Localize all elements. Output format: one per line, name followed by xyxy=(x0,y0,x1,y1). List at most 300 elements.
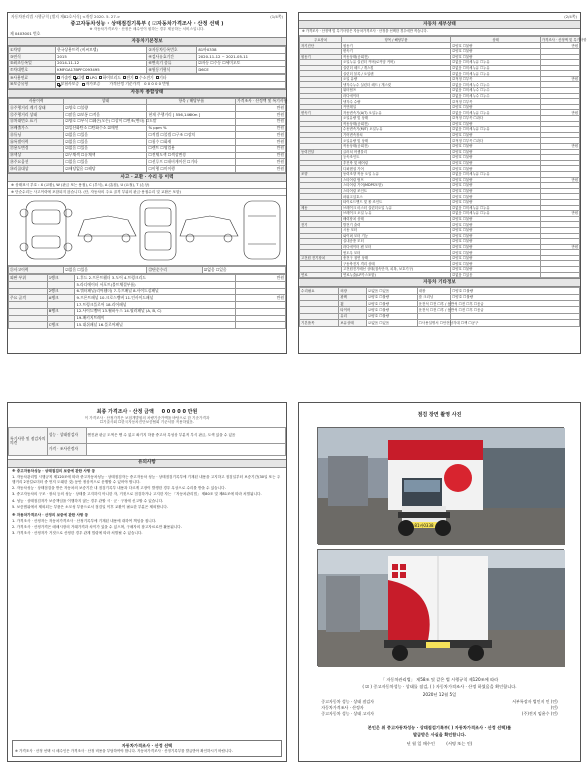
detail-part: 작동상태(공회전) xyxy=(342,121,451,127)
checkbox-icon[interactable] xyxy=(86,76,89,79)
detail-part: 배력장치 상태 xyxy=(342,216,451,222)
price-value: 0 0 0 0 0 만원 xyxy=(144,81,170,87)
checkbox-icon[interactable] xyxy=(99,76,102,79)
basic-info-label: ⑤최초등록일 xyxy=(9,60,56,67)
detail-device: 원동기 xyxy=(300,54,342,60)
checkbox-icon[interactable] xyxy=(123,76,126,79)
detail-part: 브레이크 오일 누유 xyxy=(342,211,451,217)
accident-legend-2: ※ 단순수리는 사고이력에 포함되지 않습니다. (단, 자동차의 주요 골격 부위의 판금·용접수리 및 교환은 포함) xyxy=(8,189,286,196)
panel-group: 주요 골격 xyxy=(9,295,48,302)
other-info-cell: ☐양호 ☐불량 xyxy=(451,288,580,294)
panel-price: 만원 xyxy=(236,275,286,282)
detail-state: ☑양호 ☐불량 xyxy=(451,166,541,172)
history-row xyxy=(9,267,286,274)
basic-info-value: 2014-11-12 xyxy=(56,60,147,67)
accident-legend: ※ 상태표시 부호 : X (교환), W (판금 또는 용접), C (부식), A (흠집), U (요철), T (손상) xyxy=(8,182,286,189)
fuel-options xyxy=(56,75,286,82)
notice-para: 1. 자동차관리법 시행규칙 제120조에 따라 중고자동차성능 · 상태점검자는 중고자동차 성능 · 상태점검기록부에 기재된 내용을 고지하고 점검일부터 보증기간(30일 또는 주행거리 2천킬로미터 중 먼저 도래한 것) 동안 정상적으로 운행할 수 있어야 합니다. xyxy=(12,474,281,484)
status-row xyxy=(9,105,286,112)
fuel-option: 전기 xyxy=(126,74,134,80)
panel-parts: 6.쿼터패널(리어휀더) 7.루프패널 8.사이드실패널 xyxy=(75,288,236,295)
detail-part: 자동변속기(A/T) 오일누유 xyxy=(342,110,451,116)
panel-rank xyxy=(47,315,75,322)
detail-part: 기어변속장치 xyxy=(342,132,451,138)
panel-group xyxy=(9,281,48,288)
basic-info-row xyxy=(9,47,286,54)
column-header: 상태 xyxy=(64,98,147,105)
column-header: 항목 / 해당부품 xyxy=(342,37,451,43)
basic-info-value: 한국상용트럭 (비씨모델) xyxy=(56,47,147,54)
detail-state: ☑없음 ☐있음 xyxy=(451,272,541,278)
signer-role: 자동차가격조사 · 산정자 xyxy=(321,704,364,710)
detail-part: 연료누출(LP가스포함) xyxy=(342,272,451,278)
price-notice-heading: ※ 자동차가격조사 · 산정의 보증에 관한 사항 등 xyxy=(12,512,89,517)
detail-state: ☑양호 ☐불량 xyxy=(451,227,541,233)
detail-state: ☑양호 ☐불량 xyxy=(451,239,541,245)
detail-state: ☑없음 ☐미세누유 ☐누유 xyxy=(451,205,541,211)
detail-device: 전기 xyxy=(300,222,342,228)
history-label: ㉒단순수리 xyxy=(147,267,202,274)
detail-device: 연료 xyxy=(300,272,342,278)
detail-state: ☑없음 ☐미세누유 ☐누유 xyxy=(451,211,541,217)
detail-price: 만원 xyxy=(540,244,579,250)
other-info-cell: 룸 크리닝 xyxy=(417,294,451,300)
detail-device: 변속기 xyxy=(300,110,342,116)
panel-group xyxy=(9,315,48,322)
status-row xyxy=(9,118,286,125)
panel-parts: 12.사이드멤버 13.휠하우스 14.필러패널 (A, B, C) xyxy=(75,308,236,315)
warranty-option: 자가보증 xyxy=(85,81,101,87)
pricing-note-2: ☐기술사회 ☐한국자동차진단보증협회 기준서를 적용하였음. xyxy=(99,420,195,425)
detail-part: 추진축 및 베어링 xyxy=(342,160,451,166)
status-detail xyxy=(147,105,236,112)
status-item: ⑫주행거리 상태 xyxy=(9,112,64,119)
panel-group xyxy=(9,308,48,315)
other-info-cell: 외장 xyxy=(339,288,367,294)
detail-part: 오일유량 및 상태 xyxy=(342,116,451,122)
truck-rear-image-icon xyxy=(318,550,565,667)
basic-info-value: 81바0338 xyxy=(197,47,286,54)
checkbox-icon[interactable] xyxy=(156,76,159,79)
detail-part: 와이퍼 모터 기능 xyxy=(342,233,451,239)
status-detail: ☐이행 ☐미이행 xyxy=(147,166,236,173)
detail-state: ☑양호 ☐불량 xyxy=(451,255,541,261)
detail-state: ☑양호 ☐불량 xyxy=(451,104,541,110)
pricing-note: 이 가격조사 · 산정가격은 보험개발원의 차량기준가액을 바탕으로 한 기준가격과 xyxy=(84,416,210,420)
panel-parts: 19.패키지트레이 xyxy=(75,315,236,322)
detail-status-table xyxy=(299,36,587,278)
status-item: ⑲주요옵션 xyxy=(9,159,64,166)
detail-state: ☑양호 ☐불량 xyxy=(451,177,541,183)
status-item: ⑪주행거리 계기 상태 xyxy=(9,105,64,112)
fuel-option: 하이브리드 xyxy=(102,74,121,80)
detail-part: 오일유량 및 상태 xyxy=(342,138,451,144)
basic-info-table xyxy=(8,46,286,74)
detail-part: 작동상태(공회전) xyxy=(342,54,451,60)
basic-info-row xyxy=(9,60,286,67)
section-overall-status: 자동차 종합상태 xyxy=(8,89,286,98)
panel-rank xyxy=(47,302,75,309)
signer-name: (주)전지 임윤수 (인) xyxy=(521,711,558,717)
panel-rank: B랭크 xyxy=(47,308,75,315)
section-detail-status: 자동차 세부상태 xyxy=(299,20,580,29)
detail-state: ☑양호 ☐불량 xyxy=(451,43,541,49)
basic-info-label: ②자동차등록번호 xyxy=(147,47,197,54)
status-item: ⑯특별이력 xyxy=(9,139,64,146)
basic-info-label: ③연식 xyxy=(9,53,56,60)
status-item: ⑱색상 xyxy=(9,152,64,159)
fuel-option: LPG xyxy=(89,74,98,80)
detail-part: 클러치 어셈블리 xyxy=(342,149,451,155)
detail-part: 디퍼렌셜 기어 xyxy=(342,166,451,172)
panel-price xyxy=(236,302,286,309)
checklist-page-1 xyxy=(7,12,287,354)
detail-part: 오일 유량 xyxy=(342,76,451,82)
section-other-info: 자동차 기타정보 xyxy=(299,278,580,287)
status-item: ⑮튜닝 xyxy=(9,132,64,139)
fuel-table xyxy=(8,74,286,88)
detail-state: ☑양호 ☐불량 xyxy=(451,250,541,256)
other-info-cell: 타이어 xyxy=(339,307,367,313)
buyer-signature-field[interactable]: (서명 또는 인) xyxy=(446,740,473,746)
basic-info-value: ☑자동 ☐수동 ☐세미오토 xyxy=(197,60,286,67)
detail-state: ☑없음 ☐미세누수 ☐누수 xyxy=(451,82,541,88)
detail-price: 만원 xyxy=(540,110,579,116)
photo-section-title: 점검 장면 촬영 사진 xyxy=(417,412,462,418)
panel-parts: 17.트렁크플로어 18.리어패널 xyxy=(75,302,236,309)
car-damage-diagram xyxy=(8,196,286,266)
status-value: ☑해당없음 ☐해당 xyxy=(64,166,147,173)
signature-statement-2: ( ☑ ) 중고자동차성능 · 상태를 점검, ( ) 자동차가격조사 · 산정 하였음을 확인합니다. xyxy=(362,684,517,690)
signature-date: 2020년 12월 5일 xyxy=(422,692,457,698)
footer-box-title: 자동차가격조사 · 산정 선택 xyxy=(121,743,173,749)
other-info-row xyxy=(300,320,580,326)
detail-state: ☑양호 ☐불량 xyxy=(451,233,541,239)
detail-part: 브레이크 마스터 실린더오일 누유 xyxy=(342,205,451,211)
checkbox-icon[interactable] xyxy=(82,83,85,86)
panel-parts: 15.대쉬패널 16.플로어패널 xyxy=(75,322,236,329)
checklist-page-4 xyxy=(298,402,581,762)
status-price: 만원 xyxy=(236,132,286,139)
detail-part: 변속기 xyxy=(342,48,451,54)
page-subtitle: ※ 자동차가격조사 · 산정은 매수인이 원하는 경우 제공하는 서비스입니다. xyxy=(89,27,205,32)
column-header: 항목 / 해당부품 xyxy=(147,98,236,105)
panel-row xyxy=(9,302,286,309)
signature-section xyxy=(307,675,572,746)
status-row xyxy=(9,166,286,173)
panel-price: 만원 xyxy=(236,295,286,302)
basic-info-row xyxy=(9,67,286,74)
panel-row xyxy=(9,315,286,322)
panel-row xyxy=(9,281,286,288)
status-item: ⑳리콜대상 xyxy=(9,166,64,173)
status-price: 만원 xyxy=(236,166,286,173)
status-price: 만원 xyxy=(236,118,286,125)
detail-state: ☑양호 ☐불량 xyxy=(451,149,541,155)
signer-name: (인) xyxy=(550,704,558,710)
panel-group xyxy=(9,322,48,329)
detail-part: 파워고압호스 xyxy=(342,194,451,200)
other-info-cell: 기본품목 xyxy=(300,320,339,326)
other-info-cell: 광택 xyxy=(339,294,367,300)
detail-state: ☑양호 ☐불량 xyxy=(451,48,541,54)
detail-state: ☑양호 ☐불량 xyxy=(451,121,541,127)
notice-para: 4. 성능 · 상태점검자가 보증책임을 이행하지 않는 경우 관할 시 · 군 · 구청에 신고할 수 있습니다. xyxy=(12,498,164,503)
other-info-cell: 운전석 ☐전 ☐후 / 동반석 ☐전 ☐후 ☐응급 xyxy=(418,301,484,306)
detail-state: ☑없음 ☐미세누유 ☐누유 xyxy=(451,65,541,71)
panel-group xyxy=(9,302,48,309)
checklist-page-3 xyxy=(7,402,287,762)
detail-device: 제동 xyxy=(300,205,342,211)
panel-row xyxy=(9,308,286,315)
panel-rank: 2랭크 xyxy=(47,288,75,295)
panel-group xyxy=(9,288,48,295)
detail-state: ☑없음 ☐미세누수 ☐누수 xyxy=(451,88,541,94)
detail-price: 만원 xyxy=(540,211,579,217)
detail-device: 조향 xyxy=(300,171,342,177)
other-info-cell: ☐사용설명서 ☐안전삼각대 ☐잭 ☐공구 xyxy=(418,320,479,325)
section-accident-history: 사고 · 교환 · 수리 등 이력 xyxy=(8,173,286,182)
column-header: 가격조사 · 산정액 및 특기사항 xyxy=(237,98,288,104)
warranty-label: ⑩보증유형 xyxy=(9,81,56,88)
signer-row xyxy=(320,711,559,717)
detail-part: 스티어링 펌프 xyxy=(342,177,451,183)
footer-box-text: ※ 가격조사 · 산정 선택 시 매수인은 가격조사 · 산정 비용을 부담하여야 합니다. 자동차가격조사 · 산정기록부를 발급받아 확인하시기 바랍니다. xyxy=(15,749,233,754)
detail-part: 오일누유 실린더 커버(로커암 커버) xyxy=(342,60,451,66)
signer-role: 중고자동차 성능 · 상태 고지자 xyxy=(321,711,374,717)
final-price-title: 최종 가격조사 · 산정 금액 xyxy=(96,409,154,415)
detail-state: ☑양호 ☐불량 xyxy=(451,216,541,222)
section-basic-info: 자동차기본정보 xyxy=(8,37,286,46)
detail-part: 발전기 출력 xyxy=(342,222,451,228)
status-value: ☐많음 ☑보통 ☐적음 xyxy=(64,112,147,119)
status-value: ☑없음 ☐있음 xyxy=(64,132,147,139)
other-info-cell: 운전석 ☐전 ☐후 / 동반석 ☐전 ☐후 ☐응급 xyxy=(418,308,484,313)
status-value: ☐없음 ☐있음 xyxy=(64,159,147,166)
detail-state: ☑양호 ☐불량 xyxy=(451,222,541,228)
column-header: 가격조사 · 산정액 및 특기사항 xyxy=(541,37,587,42)
plate-text: 81바0338 xyxy=(414,523,434,528)
status-row xyxy=(9,159,286,166)
signature-statement-1: 「 자동차관리법」 제58조 및 같은 법 시행규칙 제120조에 따라 xyxy=(380,677,499,682)
detail-part: 라디에이터 xyxy=(342,93,451,99)
status-detail xyxy=(147,118,236,125)
checkbox-icon[interactable] xyxy=(57,76,60,79)
status-price: 만원 xyxy=(236,145,286,152)
basic-info-row xyxy=(9,53,286,60)
panel-price xyxy=(236,322,286,329)
detail-state: ☑양호 ☐불량 xyxy=(451,188,541,194)
panel-rank: A랭크 xyxy=(47,295,75,302)
detail-device: 고전원 전기장치 xyxy=(300,255,342,261)
column-header: 주요장치 xyxy=(300,37,342,43)
notice-para: 3. 중고자동차의 구조 · 장치 등의 성능 · 상태를 고지하지 아니한 자, 거짓으로 점검하거나 고지한 자는 「자동차관리법」 제80조 및 제81조에 따라 처벌됩니다. xyxy=(12,492,262,497)
panel-price xyxy=(236,281,286,288)
panel-parts: 1.후드 2.프론트휀더 3.도어 4.트렁크리드 xyxy=(75,275,236,282)
overall-status-table xyxy=(8,98,286,173)
status-row xyxy=(9,152,286,159)
appraiser-label: 가격 · 조사산정자 xyxy=(47,443,86,455)
detail-state: ☑없음 ☐미세누유 ☐누유 xyxy=(451,127,541,133)
status-detail: 현재 주행거리 [ 556,146Km ] xyxy=(147,112,236,119)
fuel-label: ⑨사용연료 xyxy=(9,75,56,82)
other-info-cell: ☑없음 ☐있음 xyxy=(367,288,417,294)
detail-part: 구동축전지 격리 상태 xyxy=(342,261,451,267)
notice-heading: ※ 중고자동차성능 · 상태점검의 보증에 관한 사항 등 xyxy=(12,468,96,473)
notice-para: 5. 보증범위에서 제외되는 부품은 소모성 부품으로서 점검일 이후 교환이 필요한 부분은 제외합니다. xyxy=(12,504,168,509)
truck-rear-photo xyxy=(317,549,564,666)
detail-part: 수동변속기(M/T) 오일누유 xyxy=(342,127,451,133)
detail-state: ☑없음 ☐미세누수 ☐누수 xyxy=(451,93,541,99)
detail-part: 등속조인트 xyxy=(342,155,451,161)
other-info-cell: ☑양호 ☐불량 xyxy=(367,307,417,313)
status-item: ⑰용도변경 xyxy=(9,145,64,152)
detail-state: ☑양호 ☐불량 xyxy=(451,244,541,250)
status-price: 만원 xyxy=(236,125,286,132)
status-detail: ☐침수 ☐화재 xyxy=(147,139,236,146)
detail-part: 커먼레일 xyxy=(342,104,451,110)
detail-price xyxy=(540,272,579,278)
section-notice: 유의사항 xyxy=(8,459,286,468)
column-header: 사용이력 xyxy=(9,98,64,105)
panel-rank: C랭크 xyxy=(47,322,75,329)
status-row xyxy=(9,139,286,146)
detail-state: ☑양호 ☐불량 xyxy=(451,261,541,267)
other-info-cell: 보유상태 xyxy=(339,320,367,326)
panel-parts: 5.라디에이터 서포트(볼트체결부품) xyxy=(75,281,236,288)
panel-row xyxy=(9,322,286,329)
page-number: (1/4쪽) xyxy=(270,14,283,19)
detail-price: 만원 xyxy=(540,144,579,150)
detail-state: ☑양호 ☐불량 xyxy=(451,144,541,150)
detail-state: ☑양호 ☐불량 xyxy=(451,183,541,189)
warranty-option: 보험사보증 xyxy=(60,81,80,87)
other-info-table xyxy=(299,287,580,326)
checklist-page-2 xyxy=(298,12,587,354)
document-number: 제 0403001 번호 xyxy=(10,31,41,37)
basic-info-label: ⑥변속기 종류 xyxy=(147,60,197,67)
status-price: 만원 xyxy=(236,105,286,112)
price-notice-para: 3. 가격조사 · 산정자가 거짓으로 산정한 경우 관계 법령에 따라 처벌될 수 있습니다. xyxy=(12,531,143,536)
signer-table xyxy=(320,699,559,718)
checkbox-icon[interactable] xyxy=(57,83,60,86)
basic-info-label: ④검사유효기간 xyxy=(147,53,197,60)
detail-part: 워터펌프 xyxy=(342,88,451,94)
other-info-cell: ☑양호 ☐불량 xyxy=(367,313,417,319)
status-price: 만원 xyxy=(236,112,286,119)
detail-part: 타이로드엔드 및 볼 조인트 xyxy=(342,199,451,205)
other-info-cell: ☑양호 ☐불량 xyxy=(367,301,417,307)
detail-part: 작동상태(공회전) xyxy=(342,144,451,150)
panel-row xyxy=(9,275,286,282)
detail-state: ☑양호 ☐불량 xyxy=(451,160,541,166)
detail-state: ☑없음 ☐미세누유 ☐누유 xyxy=(451,71,541,77)
checkbox-icon[interactable] xyxy=(135,76,138,79)
detail-part: 냉각수 수량 xyxy=(342,99,451,105)
page-number: (2/4쪽) xyxy=(564,14,577,19)
form-header: 자동차관리법 시행규칙 [별지 제82호서식] <개정 2020. 5. 27.> xyxy=(11,14,121,19)
panel-group: 외판 부위 xyxy=(9,275,48,282)
status-row xyxy=(9,125,286,132)
detail-part: 실린더 블록 / 오일팬 xyxy=(342,71,451,77)
detail-state: ☑없음 ☐미세누유 ☐누유 xyxy=(451,60,541,66)
warranty-options xyxy=(56,81,286,88)
detail-state: ☑양호 ☐불량 xyxy=(451,199,541,205)
detail-part: 실린더 헤드 / 개스킷 xyxy=(342,65,451,71)
panel-table xyxy=(8,274,286,329)
price-label: 가격산정 기준가격 xyxy=(109,81,140,87)
panel-rank: 1랭크 xyxy=(47,275,75,282)
status-value: ☑양호 ☐부식 ☐훼손(오손) ☐상이 ☐변조(변타) ☐도말 xyxy=(65,118,157,124)
detail-part: 실내송풍 모터 xyxy=(342,239,451,245)
appraiser-remarks xyxy=(86,443,285,455)
detail-part: 고전원전기배선 상태(접속단자, 피복, 보호기구) xyxy=(342,267,451,273)
basic-info-value: D6CE xyxy=(197,67,286,74)
remarks-label: 특기사항 및 점검자의 의견 xyxy=(9,427,48,455)
car-outline-icon xyxy=(8,196,288,266)
fuel-option: 기타 xyxy=(159,74,167,80)
detail-state: ☑양호 ☐불량 xyxy=(451,194,541,200)
notice-para: 2. 자동차성능 · 상태점검을 받은 자동차의 보증기간 내 점검기록부 내용과 다르게 고장이 발생한 경우 무상으로 수리를 받을 수 있습니다. xyxy=(12,486,226,491)
detail-part: 윈도우 모터 xyxy=(342,250,451,256)
detail-device: 동력전달 xyxy=(300,149,342,155)
detail-part: 원동기 xyxy=(342,43,451,49)
detail-state: ☑적정 ☐부족 xyxy=(451,76,541,82)
panel-rank xyxy=(47,281,75,288)
inspector-label: 성능 · 상태점검자 xyxy=(47,427,86,443)
status-price: 만원 xyxy=(236,159,286,166)
signer-name: 서부특장자 법인지 인 (인) xyxy=(512,698,558,704)
detail-price: 만원 xyxy=(540,177,579,183)
panel-parts: 9.프론트패널 10.크로스멤버 11.인사이드패널 xyxy=(75,295,236,302)
status-price: 만원 xyxy=(236,139,286,146)
detail-part: 동력조향 작동 오일 누유 xyxy=(342,171,451,177)
price-notice-para: 2. 가격조사 · 산정가격은 매매시장의 거래가격과 차이가 있을 수 있으며, 구매자의 참고자료로만 활용됩니다. xyxy=(12,525,182,530)
detail-state: ☑적정 ☐부족 xyxy=(451,99,541,105)
history-table xyxy=(8,266,286,274)
buyer-confirm-1: 본인은 위 중고자동차성능 · 상태점검기록부( ) 자동차가격조사 · 산정 선택)를 xyxy=(367,724,512,730)
panel-row xyxy=(9,288,286,295)
detail-part: 스티어링 조인트 xyxy=(342,188,451,194)
detail-part: 냉각수누수 실린더 헤드 / 개스킷 xyxy=(342,82,451,88)
other-info-cell: ☑양호 ☐불량 xyxy=(367,294,417,300)
detail-state: ☑없음 ☐미세누유 ☐누유 xyxy=(451,171,541,177)
history-value: ☑없음 ☐있음 xyxy=(202,267,285,274)
detail-state: ☑적정 ☐부족 ☐과다 xyxy=(451,116,541,122)
status-item: ⑬차대번호 표기 xyxy=(9,118,64,125)
basic-info-value: 2015 xyxy=(56,53,147,60)
other-info-cell: 수리필요 xyxy=(300,288,339,294)
detail-state: ☑양호 ☐불량 xyxy=(451,267,541,273)
checkbox-icon[interactable] xyxy=(73,76,76,79)
basic-info-value: 2020-11-12 ~ 2021-05-11 xyxy=(197,53,286,60)
detail-part: 라디에이터 팬 모터 xyxy=(342,244,451,250)
inspector-remarks: 엔진판 판금 도색은 엔 수 없고 좌기지 하품 중고차 특성상 부분적 부식 판금, 도색 있을 수 있음 xyxy=(86,427,285,443)
remarks-table xyxy=(8,427,286,456)
status-value: ☑없음 ☐있음 xyxy=(64,145,147,152)
detail-row xyxy=(300,272,580,278)
panel-price xyxy=(236,308,286,315)
column-header: 상태 xyxy=(451,37,541,43)
final-price-amount: 0 0 0 0 0 만원 xyxy=(161,409,198,415)
panel-row xyxy=(9,295,286,302)
status-detail: % ppm % xyxy=(147,125,236,132)
other-info-cell: ☐양호 ☐불량 xyxy=(451,294,580,300)
panel-price xyxy=(236,315,286,322)
status-value: ☑없음 ☐있음 xyxy=(64,139,147,146)
detail-part: 스티어링 기어(MDPS포함) xyxy=(342,183,451,189)
history-value: ☑없음 ☐있음 xyxy=(64,267,147,274)
